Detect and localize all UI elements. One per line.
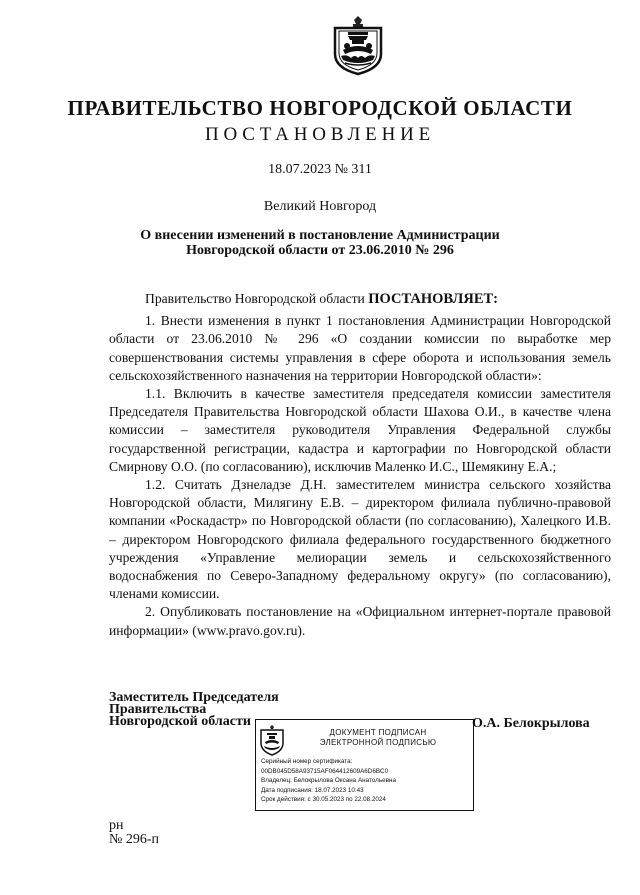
stamp-title-line-1: ДОКУМЕНТ ПОДПИСАН xyxy=(329,728,427,737)
subject-line-2: Новгородской области от 23.06.2010 № 296 xyxy=(186,243,454,258)
footer-ref-number: № 296-п xyxy=(109,832,160,847)
signer-name: О.А. Белокрылова xyxy=(472,716,590,731)
footer-reference xyxy=(109,819,159,847)
footer-initials: рн xyxy=(109,818,124,833)
stamp-serial-label: Серийный номер сертификата: xyxy=(261,758,353,765)
subject-line-1: О внесении изменений в постановление Администрации xyxy=(140,228,500,243)
stamp-validity: Срок действия: с 30.05.2023 по 22.08.2024 xyxy=(261,796,386,803)
document-city: Великий Новгород xyxy=(263,199,377,214)
paragraph-2: 2. Опубликовать постановление на «Официальном интернет-портале правовой информации» (www.pravo.gov.ru). xyxy=(109,604,611,638)
electronic-signature-stamp xyxy=(255,719,474,811)
signer-position-line-2: Правительства xyxy=(109,702,207,717)
paragraph-1-1: 1.1. Включить в качестве заместителя председателя комиссии заместителя Председателя Правительства Новгородской области Шахова О.И., в качестве члена комиссии – заместителя руководителя Управления Федеральной службы государственной регистрации, кадастра и картографии по Новгородской области Смирнову О.О. (по согласованию), исключив Маленко И.С., Шемякину Е.А.; xyxy=(109,386,611,474)
intro-text: Правительство Новгородской области xyxy=(145,291,369,306)
document-type: ПОСТАНОВЛЕНИЕ xyxy=(204,124,436,145)
signer-position-line-1: Заместитель Председателя xyxy=(109,690,279,705)
stamp-owner: Владелец: Белокрылова Оксана Анатольевна xyxy=(261,777,396,784)
stamp-title-line-2: ЭЛЕКТРОННОЙ ПОДПИСЬЮ xyxy=(319,738,437,747)
novgorod-coat-of-arms-icon xyxy=(331,14,385,76)
paragraph-1-2: 1.2. Считать Дзнеладзе Д.Н. заместителем министра сельского хозяйства Новгородской области, Милягину Е.В. – директором филиала публично-правовой компании «Роскадастр» по Новгородской области (по согласованию), Халецкого И.В. – директором Новгородского филиала федерального государственного бюджетного учреждения «Управление мелиорации земель и сельскохозяйственного водоснабжения по Северо-Западному федеральному округу» (по согласованию), членами комиссии. xyxy=(109,477,611,602)
stamp-title xyxy=(284,728,472,748)
document-body xyxy=(109,290,611,640)
stamp-serial: 00DB045D58A93715AF064412609A6D6BC0 xyxy=(261,767,389,775)
stamp-signed-date: Дата подписания: 18.07.2023 10:43 xyxy=(261,786,364,794)
stamp-coat-of-arms-icon xyxy=(259,724,285,756)
intro-resolves: ПОСТАНОВЛЯЕТ: xyxy=(368,291,498,307)
government-title: ПРАВИТЕЛЬСТВО НОВГОРОДСКОЙ ОБЛАСТИ xyxy=(67,96,573,120)
document-subject xyxy=(0,228,640,258)
document-date-number: 18.07.2023 № 311 xyxy=(268,162,372,177)
stamp-details xyxy=(261,757,396,805)
paragraph-1: 1. Внести изменения в пункт 1 постановления Администрации Новгородской области от 23.06.2010 № 296 «О создании комиссии по выработке мер совершенствования системы управления в сфере оборота и использования земель сельскохозяйственного назначения на территории Новгородской области»: xyxy=(109,313,611,383)
signer-position xyxy=(109,692,279,728)
signer-position-line-3: Новгородской области xyxy=(109,714,251,729)
body-intro xyxy=(109,290,611,308)
